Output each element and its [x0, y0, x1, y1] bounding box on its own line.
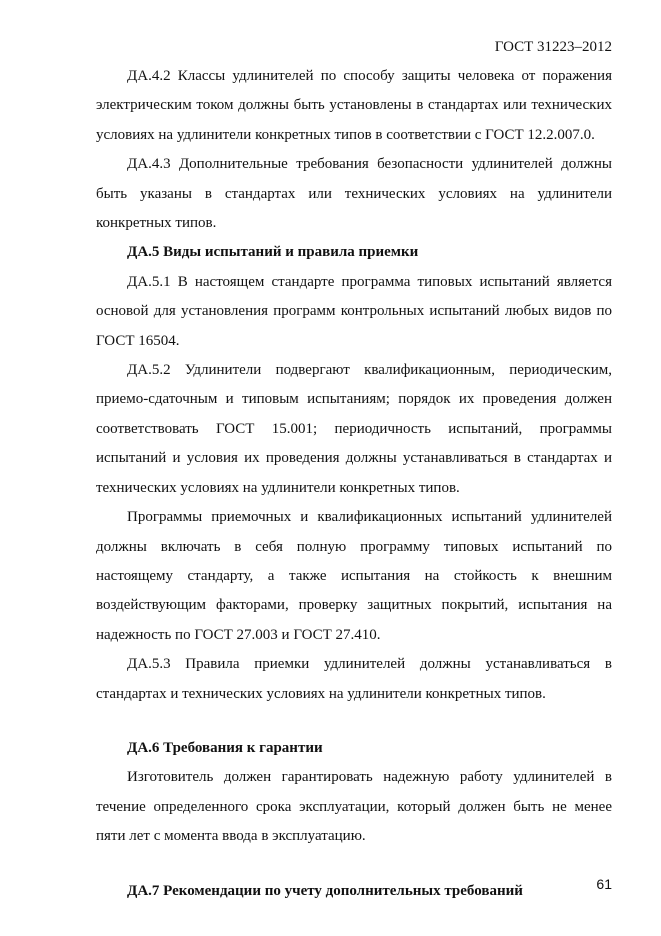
paragraph-da-4-2: ДА.4.2 Классы удлинителей по способу защиты человека от поражения электрическим током должны быть установлены в стандартах или технических условиях на удлинители конкретных типов в соответствии с ГОСТ 12.2.007.0.: [96, 68, 612, 143]
heading-da-5: ДА.5 Виды испытаний и правила приемки: [127, 244, 419, 261]
heading-da-7: ДА.7 Рекомендации по учету дополнительных требований: [127, 882, 523, 899]
paragraph-da-5-1: ДА.5.1 В настоящем стандарте программа типовых испытаний является основой для установления программ контрольных испытаний любых видов по ГОСТ 16504.: [96, 273, 612, 349]
document-body: [96, 62, 612, 906]
paragraph-da-4-3: ДА.4.3 Дополнительные требования безопасности удлинителей должны быть указаны в стандартах или технических условиях на удлинители конкретных типов.: [96, 156, 612, 232]
paragraph-da-5-2: ДА.5.2 Удлинители подвергают квалификационным, периодическим, приемо-сдаточным и типовым испытаниям; порядок их проведения должен соответствовать ГОСТ 15.001; периодичность испытаний, программы испытаний и условия их проведения должны устанавливаться в стандартах и технических условиях на удлинители конкретных типов.: [96, 362, 612, 496]
document-code-header: ГОСТ 31223–2012: [494, 39, 612, 55]
paragraph-da-5-3: ДА.5.3 Правила приемки удлинителей должны устанавливаться в стандартах и технических условиях на удлинители конкретных типов.: [96, 656, 612, 702]
heading-da-6: ДА.6 Требования к гарантии: [127, 739, 323, 756]
paragraph-warranty: Изготовитель должен гарантировать надежную работу удлинителей в течение определенного срока эксплуатации, который должен быть не менее пяти лет с момента ввода в эксплуатацию.: [96, 769, 612, 845]
page-number: 61: [596, 876, 612, 892]
paragraph-test-programs: Программы приемочных и квалификационных испытаний удлинителей должны включать в себя полную программу типовых испытаний по настоящему стандарту, а также испытания на стойкость к внешним воздействующим факторами, проверку защитных покрытий, испытания на надежность по ГОСТ 27.003 и ГОСТ 27.410.: [96, 509, 612, 643]
